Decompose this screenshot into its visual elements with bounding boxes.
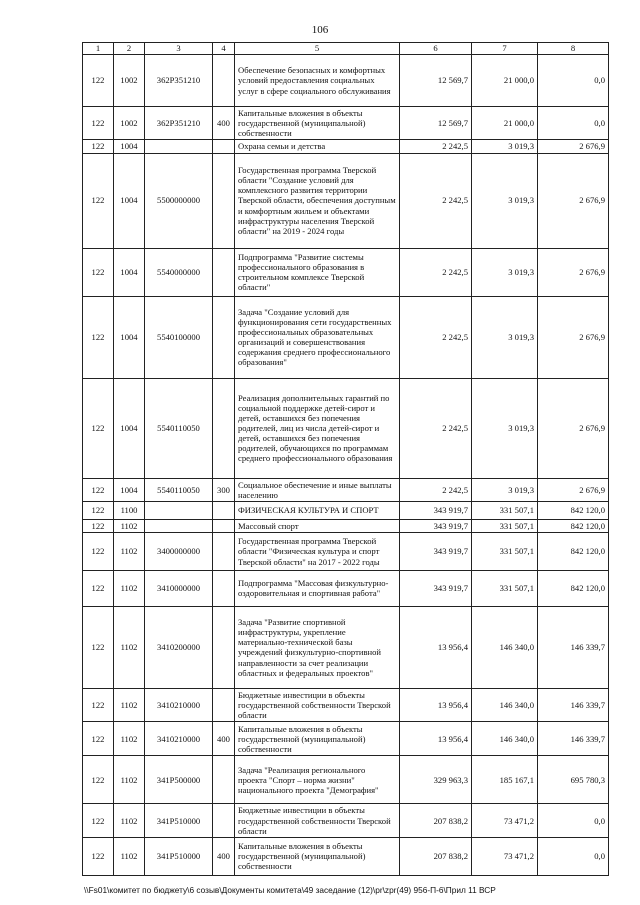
col-2-cell: 1004 bbox=[114, 153, 145, 248]
description-cell: Капитальные вложения в объекты государственной (муниципальной) собственности bbox=[235, 722, 400, 756]
table-row bbox=[83, 606, 609, 688]
table-row bbox=[83, 519, 609, 532]
value-col-8: 842 120,0 bbox=[538, 570, 609, 606]
col-4-cell: 400 bbox=[213, 722, 235, 756]
col-3-code-cell: 341P510000 bbox=[145, 837, 213, 875]
col-4-cell bbox=[213, 140, 235, 153]
column-header: 3 bbox=[145, 43, 213, 55]
col-2-cell: 1102 bbox=[114, 837, 145, 875]
col-3-code-cell: 3400000000 bbox=[145, 532, 213, 570]
col-2-cell: 1102 bbox=[114, 532, 145, 570]
description-cell: Реализация дополнительных гарантий по социальной поддержке детей-сирот и детей, оставшихся без попечения родителей, лиц из числа детей-сирот и детей, оставшихся без попечения родителей, обучающихся по программам среднего профессионального образования bbox=[235, 378, 400, 478]
value-col-8: 0,0 bbox=[538, 837, 609, 875]
value-col-6: 2 242,5 bbox=[400, 478, 472, 501]
column-header: 8 bbox=[538, 43, 609, 55]
col-3-code-cell: 5540110050 bbox=[145, 478, 213, 501]
col-2-cell: 1102 bbox=[114, 519, 145, 532]
col-3-code-cell: 3410210000 bbox=[145, 688, 213, 721]
value-col-8: 695 780,3 bbox=[538, 756, 609, 804]
value-col-6: 343 919,7 bbox=[400, 570, 472, 606]
col-2-cell: 1102 bbox=[114, 570, 145, 606]
col-4-cell: 400 bbox=[213, 107, 235, 140]
column-header: 1 bbox=[83, 43, 114, 55]
value-col-8: 2 676,9 bbox=[538, 378, 609, 478]
col-4-cell bbox=[213, 756, 235, 804]
col-2-cell: 1102 bbox=[114, 804, 145, 837]
col-2-cell: 1002 bbox=[114, 55, 145, 107]
value-col-6: 2 242,5 bbox=[400, 153, 472, 248]
col-4-cell bbox=[213, 55, 235, 107]
col-1-cell: 122 bbox=[83, 688, 114, 721]
table-row bbox=[83, 722, 609, 756]
value-col-6: 2 242,5 bbox=[400, 378, 472, 478]
table-row bbox=[83, 55, 609, 107]
table-row bbox=[83, 570, 609, 606]
col-1-cell: 122 bbox=[83, 722, 114, 756]
col-3-code-cell: 5500000000 bbox=[145, 153, 213, 248]
col-3-code-cell bbox=[145, 501, 213, 519]
table-row bbox=[83, 532, 609, 570]
description-cell: ФИЗИЧЕСКАЯ КУЛЬТУРА И СПОРТ bbox=[235, 501, 400, 519]
value-col-6: 2 242,5 bbox=[400, 140, 472, 153]
col-1-cell: 122 bbox=[83, 107, 114, 140]
description-cell: Бюджетные инвестиции в объекты государственной собственности Тверской области bbox=[235, 804, 400, 837]
col-1-cell: 122 bbox=[83, 55, 114, 107]
file-path-footer: \\Fs01\комитет по бюджету\6 созыв\Документы комитета\49 заседание (12)\pr\zpr(49) 956-П-6\Прил 11 ВСР bbox=[84, 885, 496, 895]
col-1-cell: 122 bbox=[83, 804, 114, 837]
value-col-8: 146 339,7 bbox=[538, 722, 609, 756]
col-3-code-cell: 341P500000 bbox=[145, 756, 213, 804]
value-col-8: 2 676,9 bbox=[538, 140, 609, 153]
description-cell: Задача "Развитие спортивной инфраструктуры, укрепление материально-технической базы учреждений физкультурно-спортивной направленности за счет реализации областных и федеральных проектов" bbox=[235, 606, 400, 688]
value-col-7: 73 471,2 bbox=[472, 837, 538, 875]
value-col-8: 0,0 bbox=[538, 804, 609, 837]
header-row bbox=[83, 43, 609, 55]
col-2-cell: 1004 bbox=[114, 248, 145, 296]
value-col-6: 13 956,4 bbox=[400, 688, 472, 721]
col-1-cell: 122 bbox=[83, 378, 114, 478]
description-cell: Массовый спорт bbox=[235, 519, 400, 532]
description-cell: Бюджетные инвестиции в объекты государственной собственности Тверской области bbox=[235, 688, 400, 721]
col-4-cell: 400 bbox=[213, 837, 235, 875]
col-4-cell bbox=[213, 501, 235, 519]
col-2-cell: 1102 bbox=[114, 722, 145, 756]
value-col-8: 146 339,7 bbox=[538, 606, 609, 688]
col-3-code-cell: 362P351210 bbox=[145, 107, 213, 140]
value-col-7: 3 019,3 bbox=[472, 140, 538, 153]
description-cell: Задача "Реализация регионального проекта "Спорт – норма жизни" национального проекта "Демография" bbox=[235, 756, 400, 804]
value-col-7: 3 019,3 bbox=[472, 153, 538, 248]
col-1-cell: 122 bbox=[83, 153, 114, 248]
table-row bbox=[83, 837, 609, 875]
value-col-8: 842 120,0 bbox=[538, 519, 609, 532]
value-col-8: 842 120,0 bbox=[538, 532, 609, 570]
col-3-code-cell bbox=[145, 519, 213, 532]
col-3-code-cell: 362P351210 bbox=[145, 55, 213, 107]
col-3-code-cell: 3410210000 bbox=[145, 722, 213, 756]
table-row bbox=[83, 378, 609, 478]
value-col-7: 21 000,0 bbox=[472, 55, 538, 107]
col-2-cell: 1102 bbox=[114, 688, 145, 721]
budget-table bbox=[82, 42, 609, 876]
value-col-7: 331 507,1 bbox=[472, 570, 538, 606]
value-col-8: 2 676,9 bbox=[538, 248, 609, 296]
col-1-cell: 122 bbox=[83, 248, 114, 296]
col-2-cell: 1102 bbox=[114, 756, 145, 804]
col-2-cell: 1004 bbox=[114, 296, 145, 378]
value-col-7: 331 507,1 bbox=[472, 501, 538, 519]
value-col-7: 3 019,3 bbox=[472, 296, 538, 378]
col-1-cell: 122 bbox=[83, 570, 114, 606]
value-col-7: 146 340,0 bbox=[472, 688, 538, 721]
col-3-code-cell: 341P510000 bbox=[145, 804, 213, 837]
description-cell: Социальное обеспечение и иные выплаты населению bbox=[235, 478, 400, 501]
value-col-7: 21 000,0 bbox=[472, 107, 538, 140]
table-row bbox=[83, 248, 609, 296]
table-row bbox=[83, 107, 609, 140]
description-cell: Государственная программа Тверской области "Создание условий для комплексного развития территории Тверской области, обеспечения доступным и комфортным жильем и объектами инфраструктуры населения Тверской области" на 2019 - 2024 годы bbox=[235, 153, 400, 248]
col-1-cell: 122 bbox=[83, 519, 114, 532]
col-3-code-cell: 5540110050 bbox=[145, 378, 213, 478]
value-col-7: 331 507,1 bbox=[472, 532, 538, 570]
table-row bbox=[83, 478, 609, 501]
col-4-cell bbox=[213, 296, 235, 378]
col-2-cell: 1004 bbox=[114, 478, 145, 501]
value-col-8: 0,0 bbox=[538, 55, 609, 107]
col-3-code-cell: 3410200000 bbox=[145, 606, 213, 688]
value-col-6: 13 956,4 bbox=[400, 606, 472, 688]
description-cell: Капитальные вложения в объекты государственной (муниципальной) собственности bbox=[235, 107, 400, 140]
column-header: 5 bbox=[235, 43, 400, 55]
description-cell: Охрана семьи и детства bbox=[235, 140, 400, 153]
description-cell: Обеспечение безопасных и комфортных условий предоставления социальных услуг в сфере социального обслуживания bbox=[235, 55, 400, 107]
col-4-cell: 300 bbox=[213, 478, 235, 501]
value-col-6: 2 242,5 bbox=[400, 248, 472, 296]
col-4-cell bbox=[213, 378, 235, 478]
col-2-cell: 1004 bbox=[114, 140, 145, 153]
table-row bbox=[83, 756, 609, 804]
table-row bbox=[83, 153, 609, 248]
value-col-6: 207 838,2 bbox=[400, 837, 472, 875]
column-header: 4 bbox=[213, 43, 235, 55]
value-col-7: 185 167,1 bbox=[472, 756, 538, 804]
col-4-cell bbox=[213, 248, 235, 296]
col-1-cell: 122 bbox=[83, 140, 114, 153]
value-col-8: 0,0 bbox=[538, 107, 609, 140]
value-col-7: 146 340,0 bbox=[472, 722, 538, 756]
col-4-cell bbox=[213, 606, 235, 688]
table-row bbox=[83, 501, 609, 519]
value-col-6: 13 956,4 bbox=[400, 722, 472, 756]
value-col-8: 146 339,7 bbox=[538, 688, 609, 721]
col-3-code-cell: 3410000000 bbox=[145, 570, 213, 606]
value-col-8: 2 676,9 bbox=[538, 478, 609, 501]
description-cell: Капитальные вложения в объекты государственной (муниципальной) собственности bbox=[235, 837, 400, 875]
col-1-cell: 122 bbox=[83, 296, 114, 378]
value-col-8: 2 676,9 bbox=[538, 153, 609, 248]
col-1-cell: 122 bbox=[83, 756, 114, 804]
col-3-code-cell bbox=[145, 140, 213, 153]
description-cell: Задача "Создание условий для функционирования сети государственных профессиональных образовательных организаций и совершенствования содержания среднего профессионального образования" bbox=[235, 296, 400, 378]
table-row bbox=[83, 804, 609, 837]
table-row bbox=[83, 688, 609, 721]
col-1-cell: 122 bbox=[83, 837, 114, 875]
column-header: 2 bbox=[114, 43, 145, 55]
column-header: 6 bbox=[400, 43, 472, 55]
col-4-cell bbox=[213, 688, 235, 721]
col-4-cell bbox=[213, 532, 235, 570]
value-col-7: 146 340,0 bbox=[472, 606, 538, 688]
value-col-6: 12 569,7 bbox=[400, 107, 472, 140]
description-cell: Государственная программа Тверской области "Физическая культура и спорт Тверской области" на 2017 - 2022 годы bbox=[235, 532, 400, 570]
col-1-cell: 122 bbox=[83, 606, 114, 688]
value-col-6: 2 242,5 bbox=[400, 296, 472, 378]
value-col-6: 207 838,2 bbox=[400, 804, 472, 837]
col-1-cell: 122 bbox=[83, 478, 114, 501]
col-1-cell: 122 bbox=[83, 532, 114, 570]
col-1-cell: 122 bbox=[83, 501, 114, 519]
col-3-code-cell: 5540000000 bbox=[145, 248, 213, 296]
value-col-8: 842 120,0 bbox=[538, 501, 609, 519]
value-col-6: 12 569,7 bbox=[400, 55, 472, 107]
value-col-7: 3 019,3 bbox=[472, 248, 538, 296]
table-row bbox=[83, 140, 609, 153]
page-number: 106 bbox=[311, 24, 329, 36]
value-col-6: 329 963,3 bbox=[400, 756, 472, 804]
description-cell: Подпрограмма "Массовая физкультурно-оздоровительная и спортивная работа" bbox=[235, 570, 400, 606]
value-col-8: 2 676,9 bbox=[538, 296, 609, 378]
column-header: 7 bbox=[472, 43, 538, 55]
table-row bbox=[83, 296, 609, 378]
col-4-cell bbox=[213, 804, 235, 837]
col-4-cell bbox=[213, 153, 235, 248]
value-col-7: 3 019,3 bbox=[472, 378, 538, 478]
value-col-7: 73 471,2 bbox=[472, 804, 538, 837]
value-col-7: 3 019,3 bbox=[472, 478, 538, 501]
value-col-7: 331 507,1 bbox=[472, 519, 538, 532]
value-col-6: 343 919,7 bbox=[400, 532, 472, 570]
col-2-cell: 1102 bbox=[114, 606, 145, 688]
description-cell: Подпрограмма "Развитие системы профессионального образования в строительном комплексе Тверской области" bbox=[235, 248, 400, 296]
col-2-cell: 1002 bbox=[114, 107, 145, 140]
value-col-6: 343 919,7 bbox=[400, 519, 472, 532]
col-2-cell: 1004 bbox=[114, 378, 145, 478]
col-4-cell bbox=[213, 570, 235, 606]
col-4-cell bbox=[213, 519, 235, 532]
col-3-code-cell: 5540100000 bbox=[145, 296, 213, 378]
col-2-cell: 1100 bbox=[114, 501, 145, 519]
value-col-6: 343 919,7 bbox=[400, 501, 472, 519]
